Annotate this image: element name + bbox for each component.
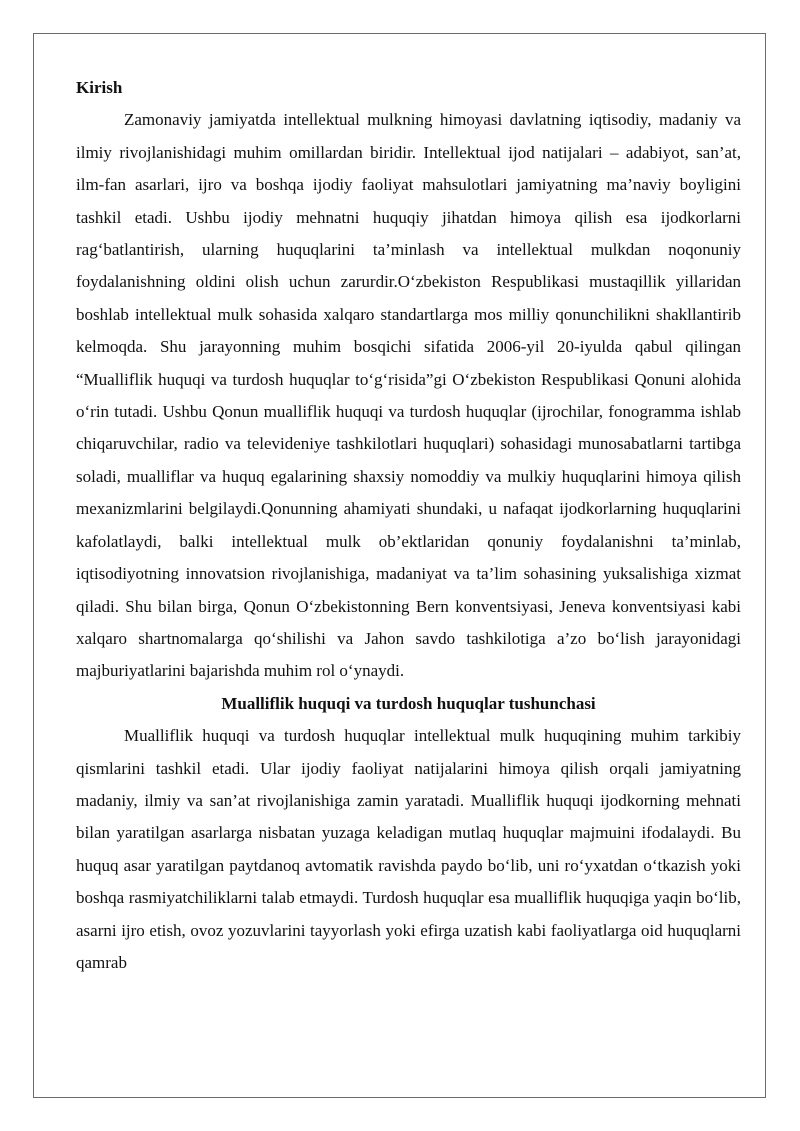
intro-heading: Kirish	[76, 78, 123, 97]
document-body	[76, 72, 741, 979]
section-heading: Mualliflik huquqi va turdosh huquqlar tushunchasi	[221, 693, 596, 713]
section-paragraph: Mualliflik huquqi va turdosh huquqlar intellektual mulk huquqining muhim tarkibiy qismlarini tashkil etadi. Ular ijodiy faoliyat natijalarini himoya qilish orqali jamiyatning madaniy, ilmiy va san’at rivojlanishiga zamin yaratadi. Mualliflik huquqi ijodkorning mehnati bilan yaratilgan asarlarga nisbatan yuzaga keladigan mutlaq huquqlar majmuini ifodalaydi. Bu huquq asar yaratilgan paytdanoq avtomatik ravishda paydo bo‘lib, uni ro‘yxatdan o‘tkazish yoki boshqa rasmiyatchiliklarni talab etmaydi. Turdosh huquqlar esa mualliflik huquqiga yaqin bo‘lib, asarni ijro etish, ovoz yozuvlarini tayyorlash yoki efirga uzatish kabi faoliyatlarga oid huquqlarni qamrab	[76, 726, 741, 972]
intro-paragraph: Zamonaviy jamiyatda intellektual mulkning himoyasi davlatning iqtisodiy, madaniy va ilmiy rivojlanishidagi muhim omillardan biridir. Intellektual ijod natijalari – adabiyot, san’at, ilm-fan asarlari, ijro va boshqa ijodiy faoliyat mahsulotlari jamiyatning ma’naviy boyligini tashkil etadi. Ushbu ijodiy mehnatni huquqiy jihatdan himoya qilish esa ijodkorlarni rag‘batlantirish, ularning huquqlarini ta’minlash va intellektual mulkdan noqonuniy foydalanishning oldini olish uchun zarurdir.O‘zbekiston Respublikasi mustaqillik yillaridan boshlab intellektual mulk sohasida xalqaro standartlarga mos milliy qonunchilikni shakllantirib kelmoqda. Shu jarayonning muhim bosqichi sifatida 2006-yil 20-iyulda qabul qilingan “Mualliflik huquqi va turdosh huquqlar to‘g‘risida”gi O‘zbekiston Respublikasi Qonuni alohida o‘rin tutadi. Ushbu Qonun mualliflik huquqi va turdosh huquqlar (ijrochilar, fonogramma ishlab chiqaruvchilar, radio va televideniye tashkilotlari huquqlari) sohasidagi munosabatlarni tartibga soladi, mualliflar va huquq egalarining shaxsiy nomoddiy va mulkiy huquqlarini himoya qilish mexanizmlarini belgilaydi.Qonunning ahamiyati shundaki, u nafaqat ijodkorlarning huquqlarini kafolatlaydi, balki intellektual mulk ob’ektlaridan qonuniy foydalanishni ta’minlab, iqtisodiyotning innovatsion rivojlanishiga, madaniyat va ta’lim sohasining yuksalishiga xizmat qiladi. Shu bilan birga, Qonun O‘zbekistonning Bern konventsiyasi, Jeneva konventsiyasi kabi xalqaro shartnomalarga qo‘shilishi va Jahon savdo tashkilotiga a’zo bo‘lish jarayonidagi majburiyatlarini bajarishda muhim rol o‘ynaydi.	[76, 110, 741, 681]
